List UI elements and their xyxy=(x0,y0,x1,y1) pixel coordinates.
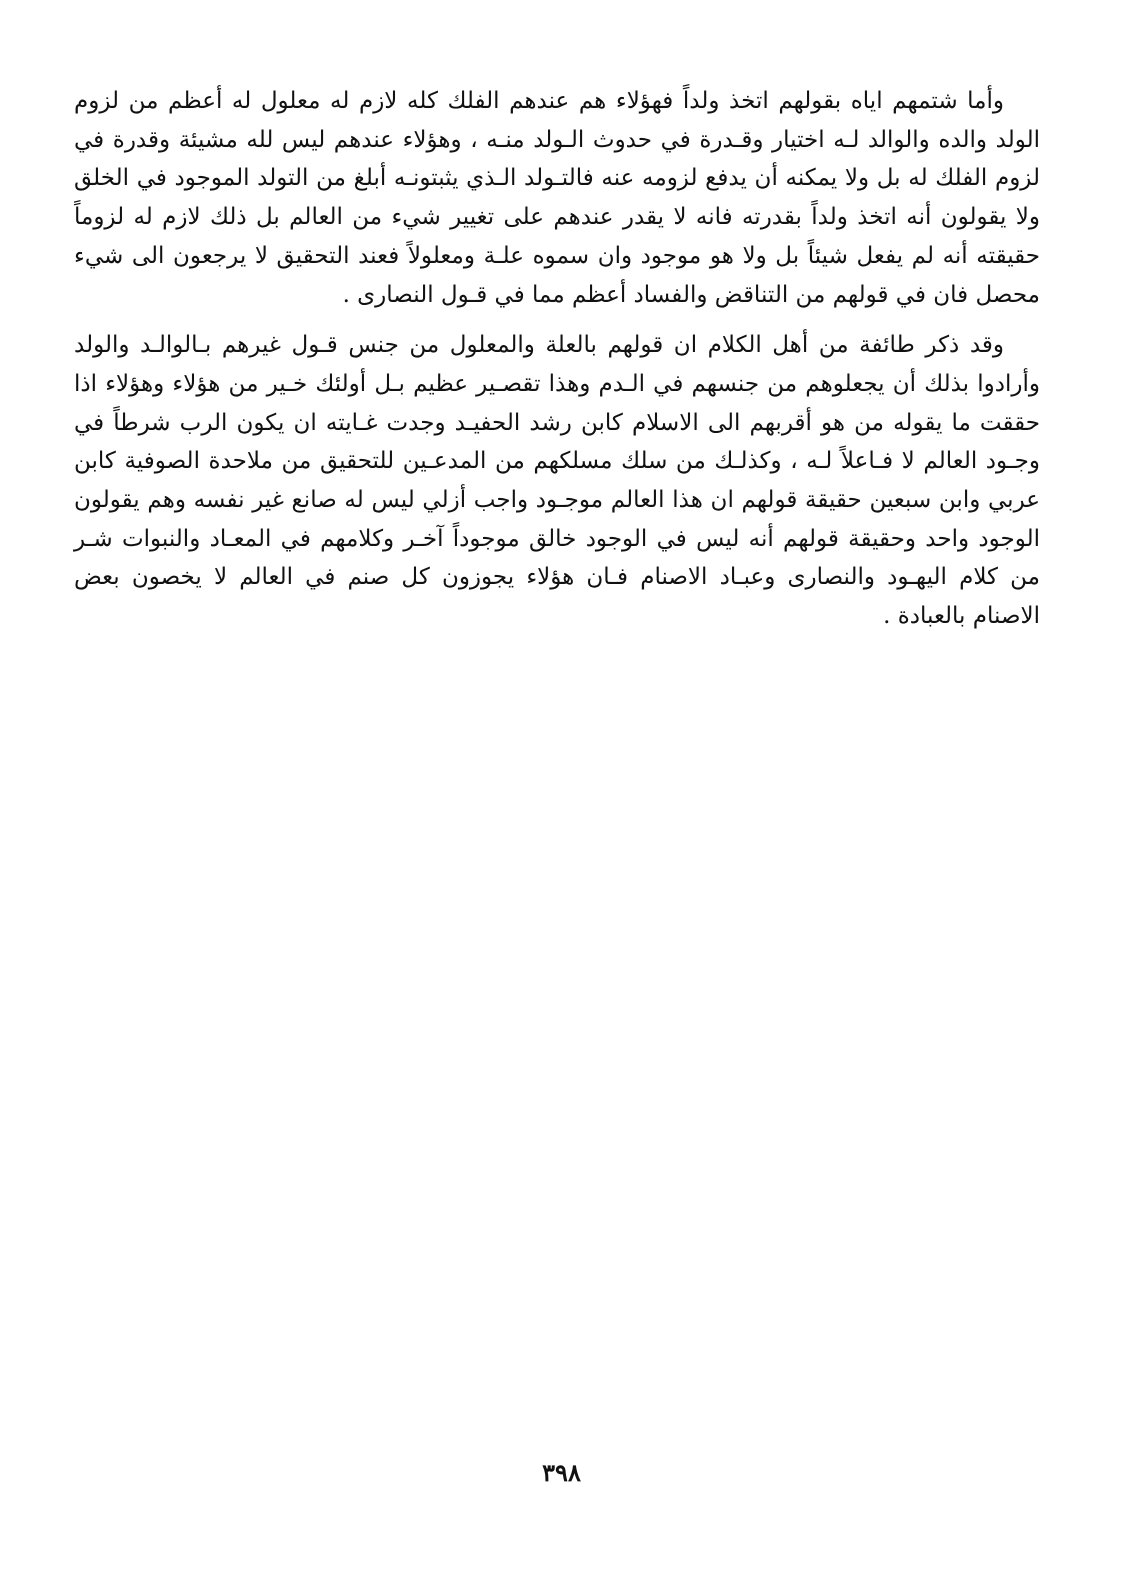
paragraph-1: وأما شتمهم اياه بقولهم اتخذ ولداً فهؤلاء هم عندهم الفلك كله لازم له معلول له أعظم من لزوم الولد والده والوالد لـه اختيار وقـدرة في حدوث الـولد منـه ، وهؤلاء عندهم ليس لله مشيئة وقدرة في لزوم الفلك له بل ولا يمكنه أن يدفع لزومه عنه فالتـولد الـذي يثبتونـه أبلغ من التولد الموجود في الخلق ولا يقولون أنه اتخذ ولداً بقدرته فانه لا يقدر عندهم على تغيير شيء من العالم بل ذلك لازم له لزوماً حقيقته أنه لم يفعل شيئاً بل ولا هو موجود وان سموه علـة ومعلولاً فعند التحقيق لا يرجعون الى شيء محصل فان في قولهم من التناقض والفساد أعظم مما في قـول النصارى . xyxy=(74,88,1040,308)
body-text xyxy=(74,82,1040,636)
paragraph-2: وقد ذكر طائفة من أهل الكلام ان قولهم بالعلة والمعلول من جنس قـول غيرهم بـالوالـد والولد وأرادوا بذلك أن يجعلوهم من جنسهم في الـدم وهذا تقصـير عظيم بـل أولئك خـير من هؤلاء وهؤلاء اذا حققت ما يقوله من هو أقربهم الى الاسلام كابن رشد الحفيـد وجدت غـايته ان يكون الرب شرطاً في وجـود العالم لا فـاعلاً لـه ، وكذلـك من سلك مسلكهم من المدعـين للتحقيق من ملاحدة الصوفية كابن عربي وابن سبعين حقيقة قولهم ان هذا العالم موجـود واجب أزلي ليس له صانع غير نفسه وهم يقولون الوجود واحد وحقيقة قولهم أنه ليس في الوجود خالق موجوداً آخـر وكلامهم في المعـاد والنبوات شـر من كلام اليهـود والنصارى وعبـاد الاصنام فـان هؤلاء يجوزون كل صنم في العالم لا يخصون بعض الاصنام بالعبادة . xyxy=(74,332,1040,630)
page-number: ٣٩٨ xyxy=(542,1458,581,1487)
